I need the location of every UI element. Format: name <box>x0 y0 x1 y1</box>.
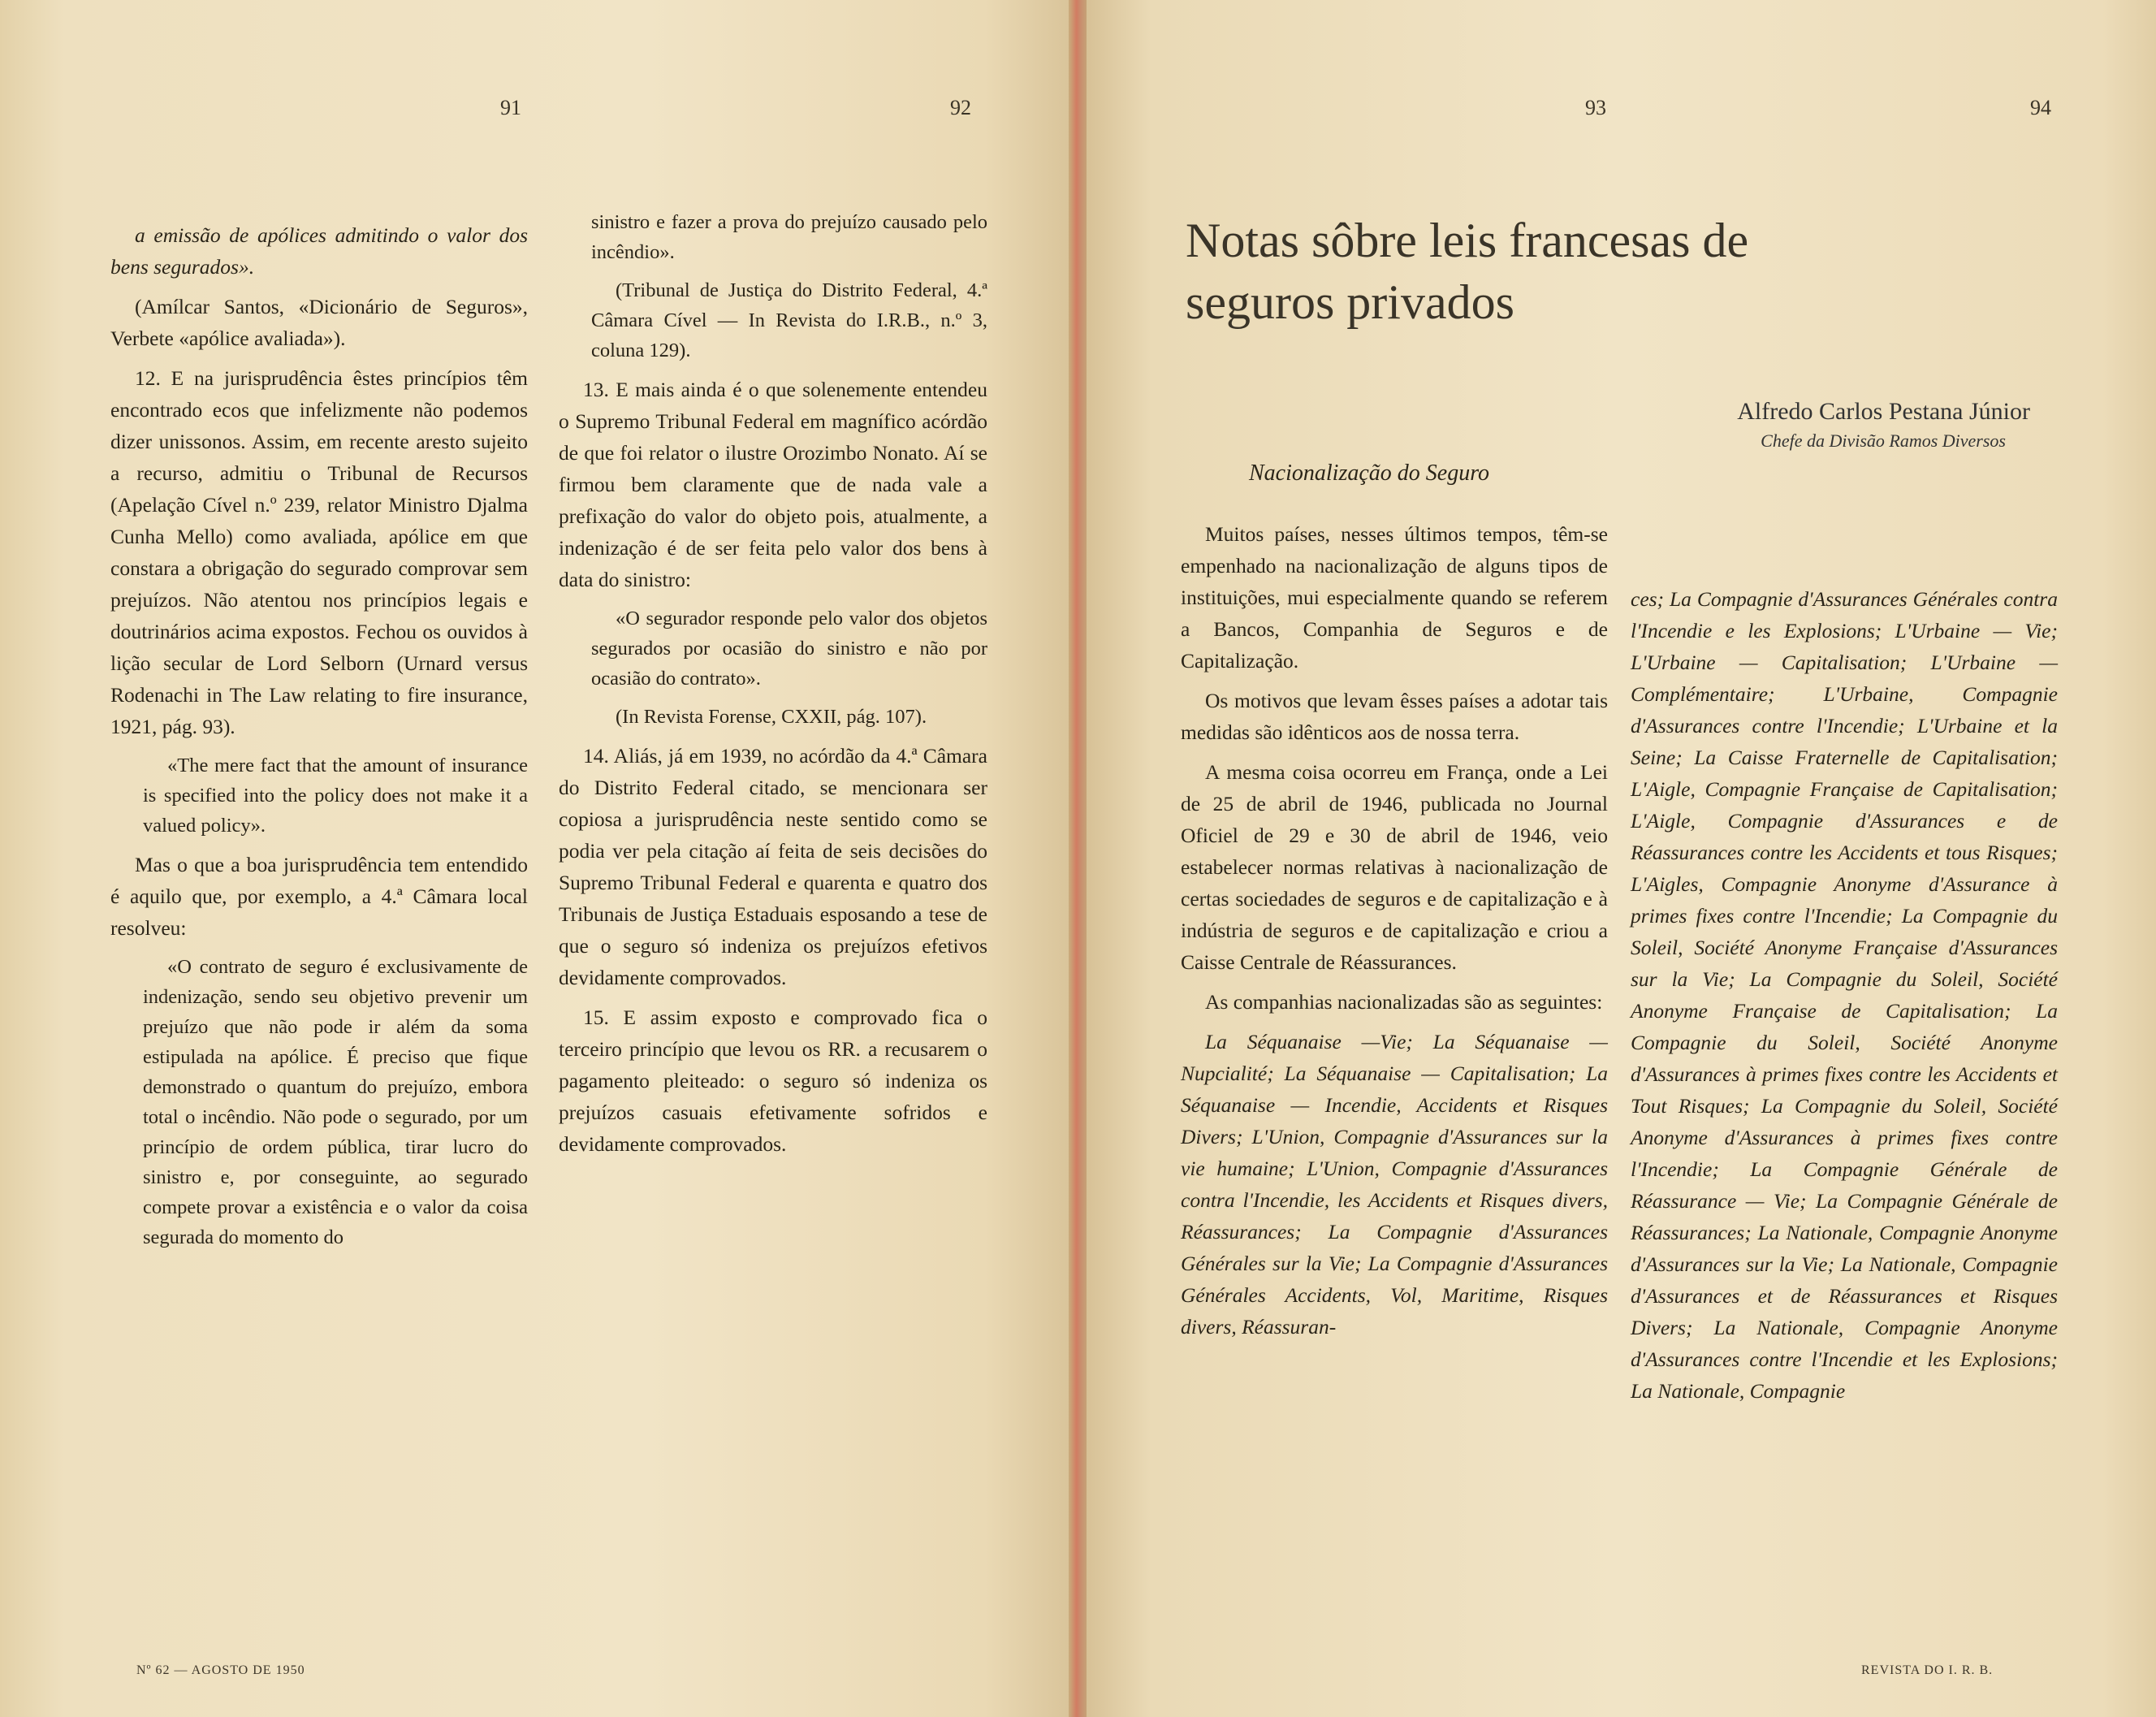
paragraph: 15. E assim exposto e comprovado fica o terceiro princípio que levou os RR. a recusarem o pagamento pleiteado: o seguro só indeniza os prejuízos casuais efetivamente sofridos e devidamente comprovados. <box>559 1006 987 1156</box>
page-number-92: 92 <box>950 96 971 119</box>
article-title: Notas sôbre leis francesas de seguros privados <box>1186 214 1749 329</box>
column-page-93 <box>1181 518 1608 1351</box>
book-gutter <box>1069 0 1088 1717</box>
paragraph: 14. Aliás, já em 1939, no acórdão da 4.ª Câmara do Distrito Federal citado, se mencionara ser copiosa a jurisprudência neste sentido como se podia ver pela citação aí feita de seis decisões do Supremo Tribunal Federal e quarenta e quatro dos Tribunais de Justiça Estaduais esposando a tese de que o seguro só indeniza os prejuízos efetivos devidamente comprovados. <box>559 744 987 989</box>
footer-issue: Nº 62 — AGOSTO DE 1950 <box>136 1663 305 1677</box>
page-number-94: 94 <box>2030 96 2051 119</box>
paragraph: As companhias nacionalizadas são as seguintes: <box>1205 990 1603 1014</box>
column-page-91 <box>110 219 528 1261</box>
section-heading: Nacionalização do Seguro <box>1249 461 1490 486</box>
paragraph: «O contrato de seguro é exclusivamente de indenização, sendo seu objetivo prevenir um prejuízo que não pode ir além da soma estipulada na apólice. É preciso que fique demonstrado o quantum do prejuízo, embora total o incêndio. Não pode o segurado, por um princípio de ordem pública, tirar lucro do sinistro e, por conseguinte, ao segurado compete provar a existência e o valor da coisa segurada do momento do <box>143 956 528 1248</box>
paragraph: «O segurador responde pelo valor dos objetos segurados por ocasião do sinistro e não por ocasião do contrato». <box>591 608 987 690</box>
page-number-93: 93 <box>1585 96 1606 119</box>
paragraph: 13. E mais ainda é o que solenemente entendeu o Supremo Tribunal Federal em magnífico acórdão de que foi relator o ilustre Orozimbo Nonato. Aí se firmou bem claramente que de nada vale a prefixação do valor do objeto pois, atualmente, a indenização é de ser feita pelo valor dos bens à data do sinistro: <box>559 378 987 591</box>
paragraph: Muitos países, nesses últimos tempos, têm-se empenhado na nacionalização de alguns tipos de instituições, mui especialmente quando se referem a Bancos, Companhia de Seguros e de Capitalização. <box>1181 522 1608 673</box>
paragraph: A mesma coisa ocorreu em França, onde a Lei de 25 de abril de 1946, publicada no Journal Oficiel de 29 e 30 de abril de 1946, veio estabelecer normas relativas à nacionalização de certas sociedades de seguros e de capitalização e à indústria de seguros e de capitalização e criou a Caisse Centrale de Réassurances. <box>1181 760 1608 974</box>
paragraph: (Tribunal de Justiça do Distrito Federal, 4.ª Câmara Cível — In Revista do I.R.B., n.º 3, coluna 129). <box>591 279 987 361</box>
column-page-94 <box>1631 583 2058 1415</box>
paragraph: La Séquanaise —Vie; La Séquanaise — Nupcialité; La Séquanaise — Capitalisation; La Séquanaise — Incendie, Accidents et Risques Divers; L'Union, Compagnie d'Assurances sur la vie humaine; L'Union, Compagnie d'Assurances contra l'Incendie, les Accidents et Risques divers, Réassurances; La Compagnie d'Assurances Générales sur la Vie; La Compagnie d'Assurances Générales Accidents, Vol, Maritime, Risques divers, Réassuran- <box>1181 1030 1608 1339</box>
paragraph: a emissão de apólices admitindo o valor dos bens segurados». <box>110 223 528 279</box>
paragraph: ces; La Compagnie d'Assurances Générales contra l'Incendie e les Explosions; L'Urbaine — Vie; L'Urbaine — Capitalisation; L'Urbaine — Complémentaire; L'Urbaine, Compagnie d'Assurances contre l'Incendie; L'Urbaine et la Seine; La Caisse Fraternelle de Capitalisation; L'Aigle, Compagnie Française de Capitalisation; L'Aigle, Compagnie d'Assurances e de Réassurances contre les Accidents et tous Risques; L'Aigles, Compagnie Anonyme d'Assurance à primes fixes contre l'Incendie; La Compagnie du Soleil, Société Anonyme Française d'Assurances sur la Vie; La Compagnie du Soleil, Société Anonyme Française de Capitalisation; La Compagnie du Soleil, Société Anonyme d'Assurances à primes fixes contre les Accidents et Tout Risques; La Compagnie du Soleil, Société Anonyme d'Assurances à primes fixes contre l'Incendie; La Compagnie Générale de Réassurance — Vie; La Compagnie Générale de Réassurances; La Nationale, Compagnie Anonyme d'Assurances sur la Vie; La Nationale, Compagnie d'Assurances et de Réassurances et Risques Divers; La Nationale, Compagnie Anonyme d'Assurances contre l'Incendie et les Explosions; La Nationale, Compagnie <box>1631 587 2058 1403</box>
footer-journal: REVISTA DO I. R. B. <box>1861 1663 1994 1677</box>
paragraph: sinistro e fazer a prova do prejuízo causado pelo incêndio». <box>591 211 987 263</box>
paragraph: (In Revista Forense, CXXII, pág. 107). <box>616 706 927 728</box>
paragraph: Mas o que a boa jurisprudência tem entendido é aquilo que, por exemplo, a 4.ª Câmara local resolveu: <box>110 853 528 940</box>
column-page-92 <box>559 207 987 1168</box>
paragraph: (Amílcar Santos, «Dicionário de Seguros», Verbete «apólice avaliada»). <box>110 295 528 350</box>
paragraph: 12. E na jurisprudência êstes princípios têm encontrado ecos que infelizmente não podemos dizer unissonos. Assim, em recente aresto sujeito a recurso, admitiu o Tribunal de Recursos (Apelação Cível n.º 239, relator Ministro Djalma Cunha Mello) como avaliada, apólice em que constara a obrigação do segurado comprovar sem prejuízos. Não atentou nos princípios legais e doutrinários acima expostos. Fechou os ouvidos à lição secular de Lord Selborn (Urnard versus Rodenachi in The Law relating to fire insurance, 1921, pág. 93). <box>110 366 528 738</box>
page-number-91: 91 <box>500 96 521 119</box>
author-role: Chefe da Divisão Ramos Diversos <box>1761 430 2006 451</box>
article-author: Alfredo Carlos Pestana Júnior <box>1737 398 2030 425</box>
paragraph: «The mere fact that the amount of insurance is specified into the policy does not make it a valued policy». <box>143 755 528 837</box>
paragraph: Os motivos que levam êsses países a adotar tais medidas são idênticos aos de nossa terra. <box>1181 689 1608 744</box>
